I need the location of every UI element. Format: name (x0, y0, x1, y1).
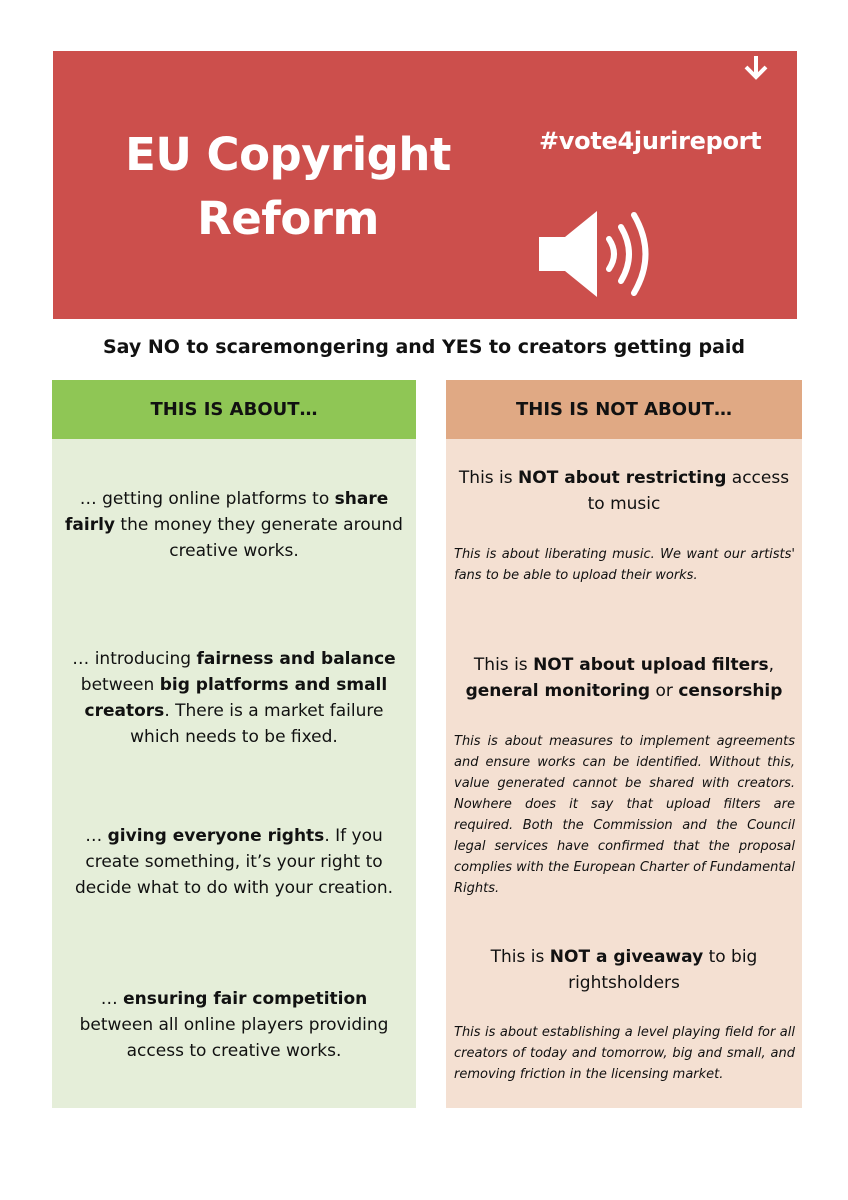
about-item-2: … introducing fairness and balance between big platforms and small creators. There is a market failure which needs to be fixed. (72, 649, 396, 747)
not-about-item-1-body: This is about liberating music. We want our artists' fans to be able to upload their works. (454, 547, 795, 583)
about-item-1: … getting online platforms to share fairly the money they generate around creative works. (65, 489, 403, 561)
banner-title-line2: Reform (197, 192, 379, 245)
not-about-item-2-heading: This is NOT about upload filters, general monitoring or censorship (465, 655, 783, 701)
banner-title (123, 123, 453, 251)
hashtag: #vote4jurireport (539, 127, 762, 155)
banner (53, 51, 797, 319)
not-about-item-1-heading: This is NOT about restricting access to music (458, 468, 790, 514)
about-item-3: … giving everyone rights. If you create something, it’s your right to decide what to do with your creation. (74, 826, 394, 898)
about-heading: THIS IS ABOUT… (52, 380, 416, 439)
arrow-down-icon (743, 55, 769, 81)
not-about-column (446, 380, 802, 1108)
not-about-item-3-body: This is about establishing a level playing field for all creators of today and tomorrow, big and small, and removing friction in the licensing market. (454, 1025, 795, 1082)
banner-title-line1: EU Copyright (125, 128, 451, 181)
about-column (52, 380, 416, 1108)
not-about-item-2-body: This is about measures to implement agreements and ensure works can be identified. Without this, value generated cannot be shared with creators. Nowhere does it say that upload filters are required. Both the Commission and the Council legal services have confirmed that the proposal complies with the European Charter of Fundamental Rights. (454, 734, 795, 896)
not-about-heading: THIS IS NOT ABOUT… (446, 380, 802, 439)
speaker-icon (539, 209, 655, 299)
subtitle: Say NO to scaremongering and YES to creators getting paid (102, 336, 746, 358)
not-about-item-3-heading: This is NOT a giveaway to big rightsholders (490, 947, 758, 993)
about-item-4: … ensuring fair competition between all online players providing access to creative works. (79, 989, 389, 1061)
